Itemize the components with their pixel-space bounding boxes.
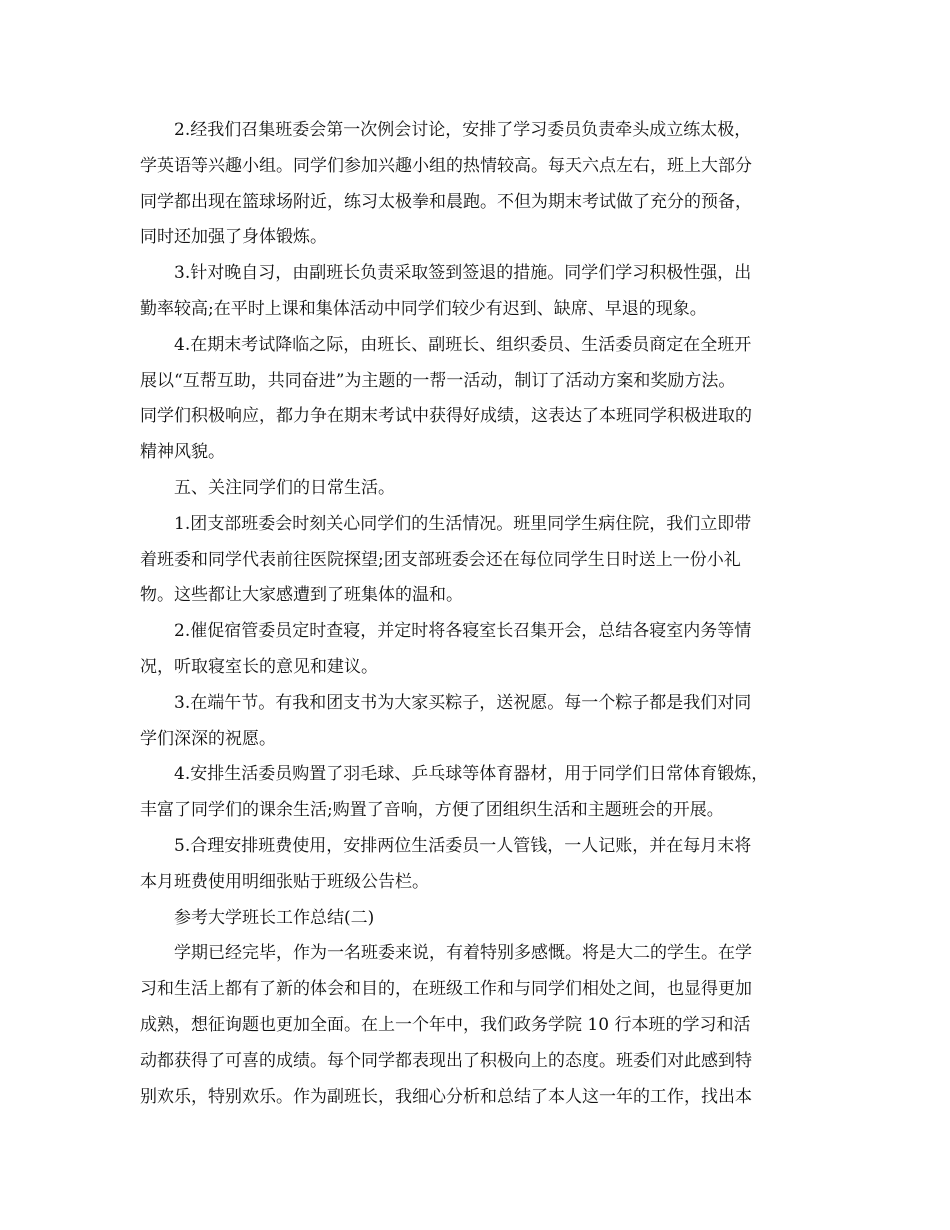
text-line: 习和生活上都有了新的体会和目的，在班级工作和与同学们相处之间，也显得更加 [140,979,752,1000]
text-line: 学们深深的祝愿。 [140,728,276,749]
text-line: 动都获得了可喜的成绩。每个同学都表现出了积极向上的态度。班委们对此感到特 [140,1050,752,1071]
text-line: 1.团支部班委会时刻关心同学们的生活情况。班里同学生病住院，我们立即带 [174,513,752,534]
text-line: 同时还加强了身体锻炼。 [140,227,327,248]
document-body [140,113,820,1115]
text-line: 丰富了同学们的课余生活;购置了音响，方便了团组织生活和主题班会的开展。 [140,800,724,821]
text-line: 勤率较高;在平时上课和集体活动中同学们较少有迟到、缺席、早退的现象。 [140,298,707,319]
text-line: 物。这些都让大家感遭到了班集体的温和。 [140,585,463,606]
text-line: 精神风貌。 [140,442,225,463]
text-line: 同学们积极响应，都力争在期末考试中获得好成绩，这表达了本班同学积极进取的 [140,406,752,427]
text-line: 参考大学班长工作总结(二) [174,907,375,928]
text-line: 五、关注同学们的日常生活。 [174,477,395,498]
text-line: 2.经我们召集班委会第一次例会讨论，安排了学习委员负责牵头成立练太极， [174,120,752,140]
text-line: 学英语等兴趣小组。同学们参加兴趣小组的热情较高。每天六点左右，班上大部分 [140,155,752,176]
text-line: 着班委和同学代表前往医院探望;团支部班委会还在每位同学生日时送上一份小礼 [140,549,741,570]
text-line: 学期已经完毕，作为一名班委来说，有着特别多感慨。将是大二的学生。在学 [174,943,752,964]
text-line: 3.针对晚自习，由副班长负责采取签到签退的措施。同学们学习积极性强，出 [174,263,752,284]
text-line: 况，听取寝室长的意见和建议。 [140,656,378,677]
text-line: 同学都出现在篮球场附近，练习太极拳和晨跑。不但为期末考试做了充分的预备， [140,191,752,212]
text-line: 5.合理安排班费使用，安排两位生活委员一人管钱，一人记账，并在每月末将 [174,835,752,856]
text-line: 展以“互帮互助，共同奋进”为主题的一帮一活动，制订了活动方案和奖励方法。 [140,370,736,391]
text-line: 成熟，想征询题也更加全面。在上一个年中，我们政务学院 10 行本班的学习和活 [140,1014,751,1035]
text-line: 2.催促宿管委员定时查寝，并定时将各寝室长召集开会，总结各寝室内务等情 [174,621,752,642]
text-line: 4.安排生活委员购置了羽毛球、乒乓球等体育器材，用于同学们日常体育锻炼， [174,764,769,785]
text-line: 4.在期末考试降临之际，由班长、副班长、组织委员、生活委员商定在全班开 [174,334,752,355]
text-line: 别欢乐，特别欢乐。作为副班长，我细心分析和总结了本人这一年的工作，找出本 [140,1086,752,1107]
text-line: 本月班费使用明细张贴于班级公告栏。 [140,871,429,892]
text-line: 3.在端午节。有我和团支书为大家买粽子，送祝愿。每一个粽子都是我们对同 [174,692,752,713]
